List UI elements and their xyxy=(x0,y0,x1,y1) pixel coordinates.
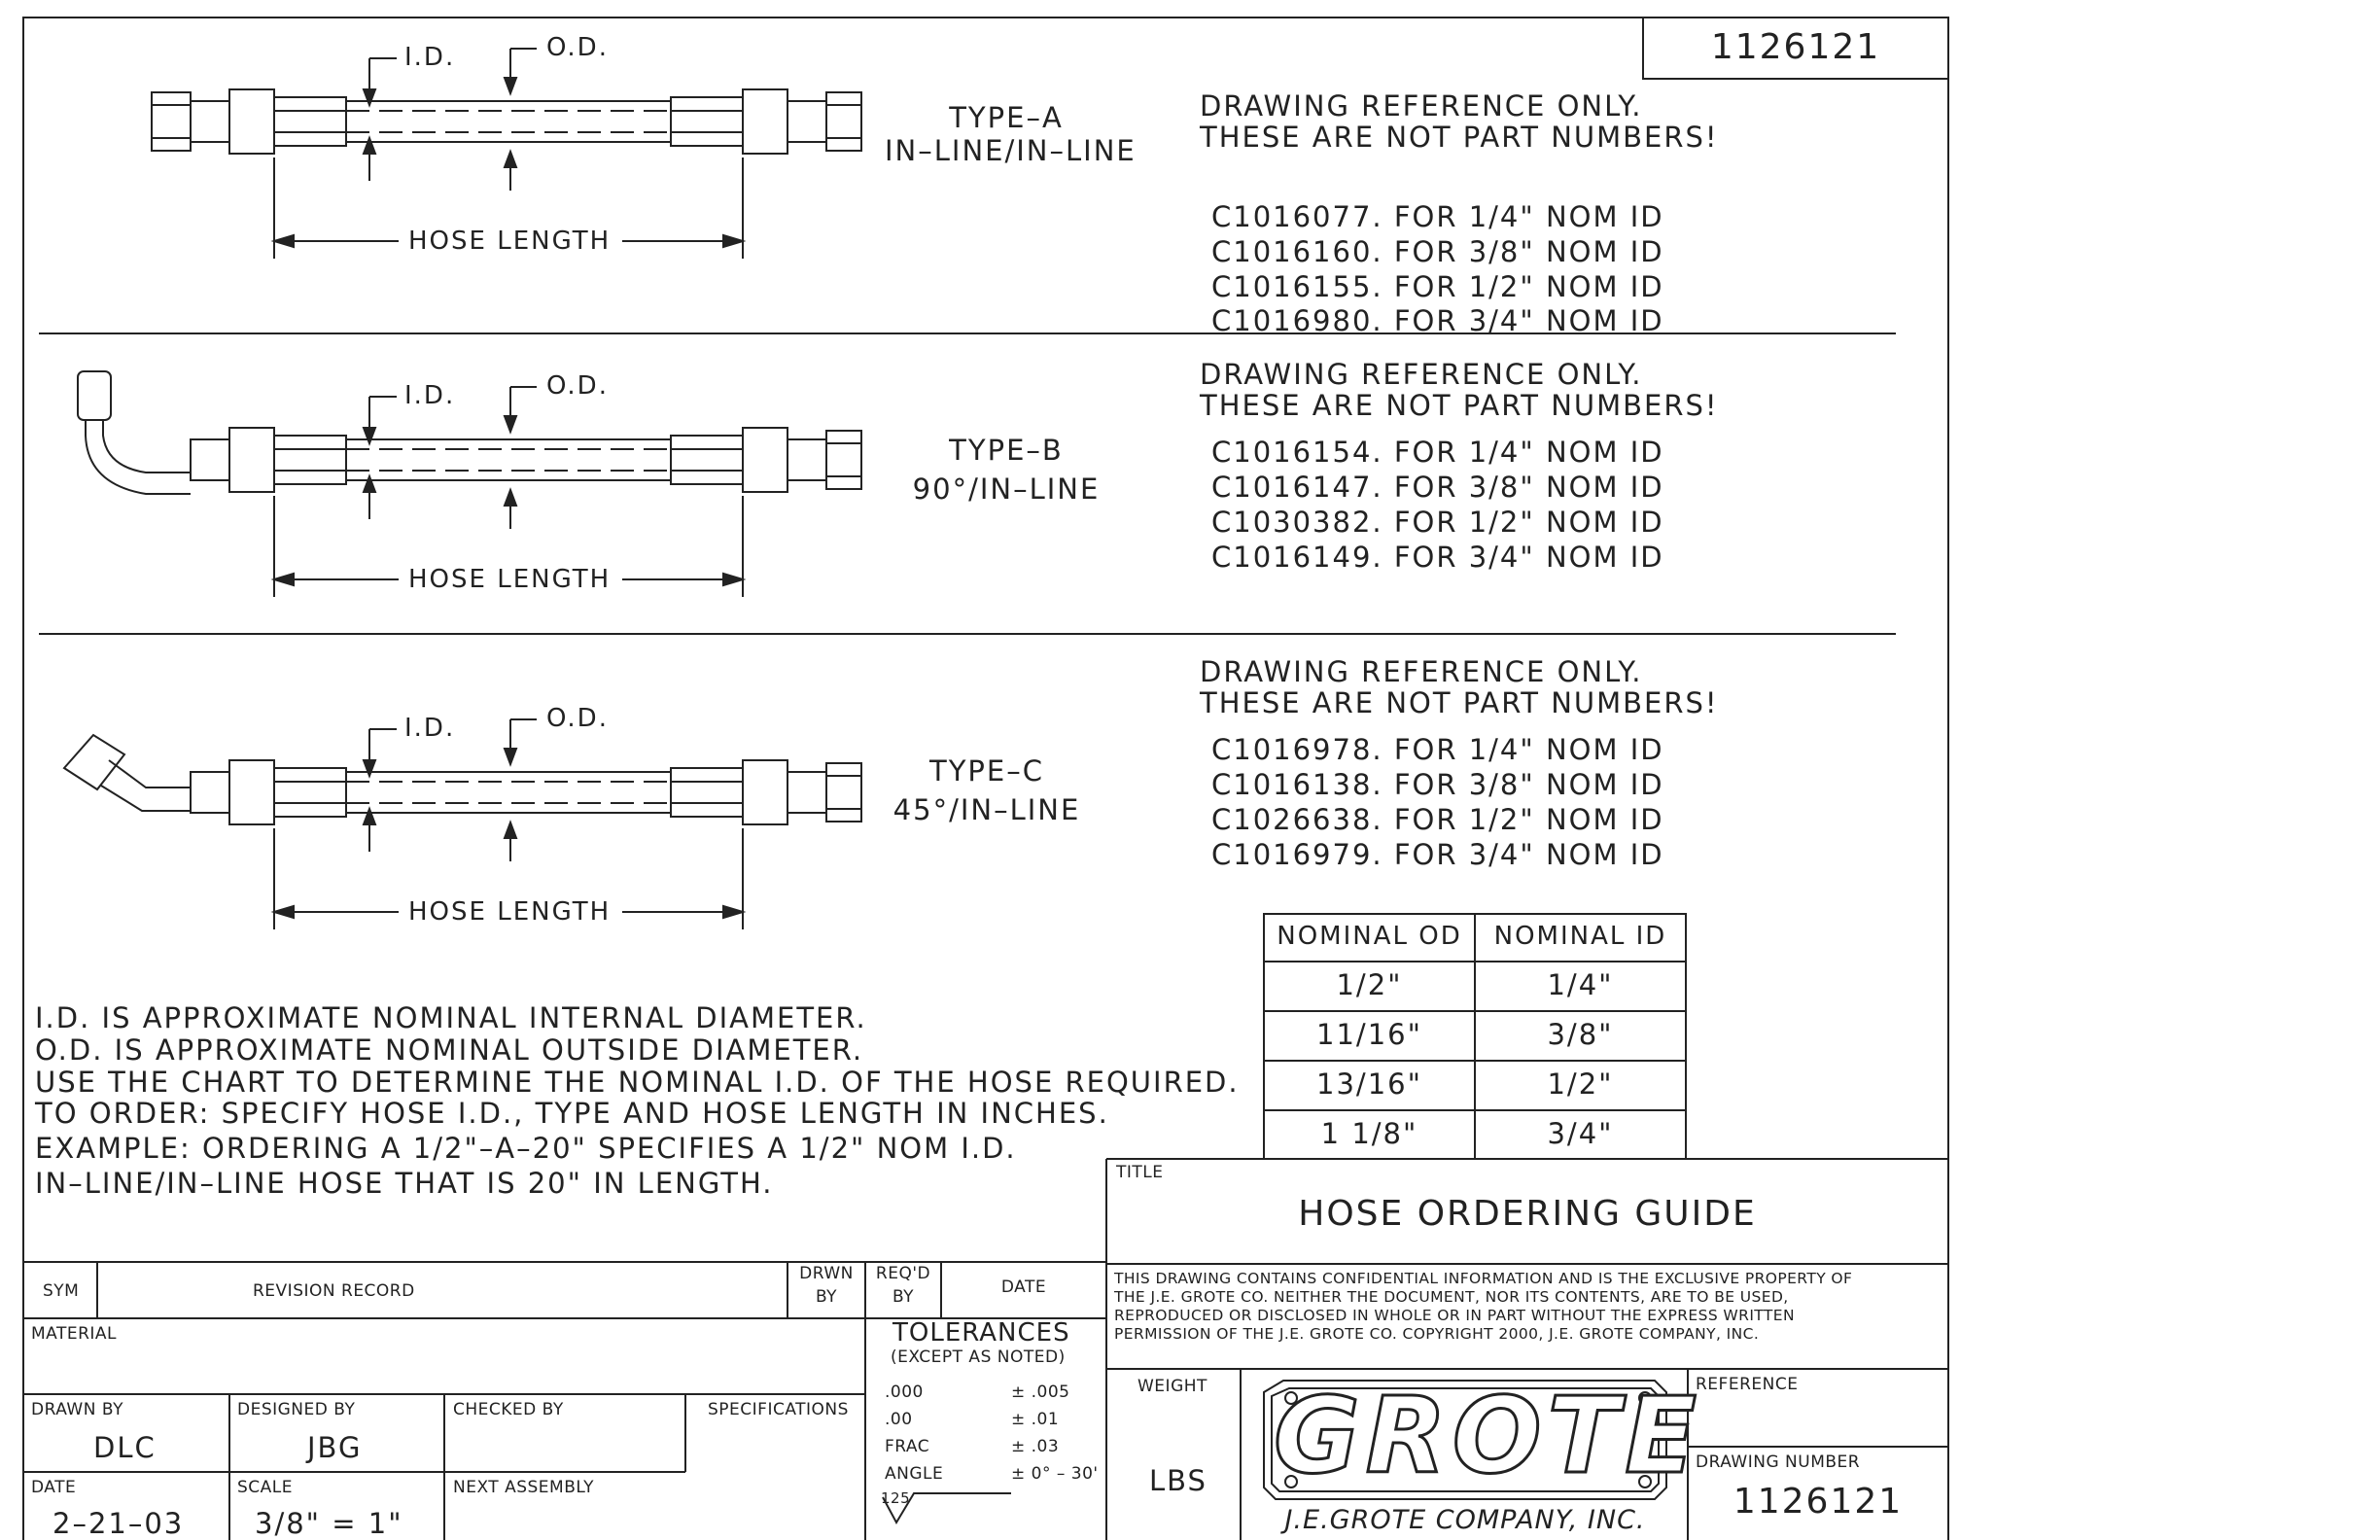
reference-label: REFERENCE xyxy=(1696,1375,1799,1394)
drawing-title: HOSE ORDERING GUIDE xyxy=(1298,1194,1757,1234)
type-b-name: TYPE–B xyxy=(949,434,1064,467)
date-label: DATE xyxy=(31,1478,77,1497)
size-table-cell: 11/16" xyxy=(1316,1018,1422,1051)
scale-label: SCALE xyxy=(237,1478,294,1497)
drawing-number-top: 1126121 xyxy=(1710,27,1881,67)
type-a-desc: IN–LINE/IN–LINE xyxy=(885,134,1137,167)
ref-c-1: C1016978. FOR 1/4" NOM ID xyxy=(1211,733,1664,766)
ref-a-1: C1016077. FOR 1/4" NOM ID xyxy=(1211,200,1664,233)
hose-length-label-c: HOSE LENGTH xyxy=(408,897,612,927)
ref-b-4: C1016149. FOR 3/4" NOM ID xyxy=(1211,541,1664,574)
drawn-by-label: DRAWN BY xyxy=(31,1400,123,1419)
weight-label: WEIGHT xyxy=(1138,1377,1208,1396)
specifications-label: SPECIFICATIONS xyxy=(708,1400,849,1419)
type-a-name: TYPE–A xyxy=(949,101,1064,134)
type-c-name: TYPE–C xyxy=(929,754,1044,788)
tolerance-value: ± .005 xyxy=(1011,1382,1070,1402)
note-a-line1: DRAWING REFERENCE ONLY. xyxy=(1200,89,1643,122)
grote-logo: GROTE xyxy=(1274,1376,1703,1497)
checked-by-label: CHECKED BY xyxy=(453,1400,564,1419)
tolerance-value: ± .01 xyxy=(1011,1410,1060,1429)
tolerance-value: ± 0° – 30' xyxy=(1011,1464,1099,1484)
size-table-cell: 3/8" xyxy=(1547,1018,1614,1051)
ref-c-2: C1016138. FOR 3/8" NOM ID xyxy=(1211,768,1664,801)
weight-unit: LBS xyxy=(1149,1464,1208,1497)
od-label-b: O.D. xyxy=(546,371,609,401)
ref-a-4: C1016980. FOR 3/4" NOM ID xyxy=(1211,304,1664,337)
note-line: TO ORDER: SPECIFY HOSE I.D., TYPE AND HOSE LENGTH IN INCHES. xyxy=(35,1097,1109,1130)
confidential-line: REPRODUCED OR DISCLOSED IN WHOLE OR IN PART WITHOUT THE EXPRESS WRITTEN xyxy=(1114,1307,1795,1324)
size-table-cell: 3/4" xyxy=(1547,1117,1614,1150)
confidential-line: PERMISSION OF THE J.E. GROTE CO. COPYRIGHT 2000, J.E. GROTE COMPANY, INC. xyxy=(1114,1325,1760,1343)
od-label-a: O.D. xyxy=(546,33,609,62)
hose-length-label-a: HOSE LENGTH xyxy=(408,227,612,256)
designed-by-value: JBG xyxy=(307,1431,363,1464)
tolerance-value: ± .03 xyxy=(1011,1437,1060,1456)
rev-drwn-header-2: BY xyxy=(815,1287,838,1307)
note-line: O.D. IS APPROXIMATE NOMINAL OUTSIDE DIAMETER. xyxy=(35,1033,864,1067)
ref-b-3: C1030382. FOR 1/2" NOM ID xyxy=(1211,506,1664,539)
type-b-desc: 90°/IN–LINE xyxy=(912,472,1101,506)
rev-record-header: REVISION RECORD xyxy=(253,1281,415,1301)
rev-sym-header: SYM xyxy=(43,1281,80,1301)
tolerance-key: .000 xyxy=(885,1382,924,1402)
ref-c-3: C1026638. FOR 1/2" NOM ID xyxy=(1211,803,1664,836)
rev-reqd-header: REQ'D xyxy=(875,1264,931,1283)
confidential-line: THIS DRAWING CONTAINS CONFIDENTIAL INFORMATION AND IS THE EXCLUSIVE PROPERTY OF xyxy=(1114,1270,1853,1287)
ref-b-2: C1016147. FOR 3/8" NOM ID xyxy=(1211,471,1664,504)
rev-date-header: DATE xyxy=(1000,1278,1047,1297)
note-line: EXAMPLE: ORDERING A 1/2"–A–20" SPECIFIES A 1/2" NOM I.D. xyxy=(35,1132,1017,1165)
size-table-cell: 1/4" xyxy=(1547,968,1614,1001)
ref-a-3: C1016155. FOR 1/2" NOM ID xyxy=(1211,270,1664,303)
id-label-c: I.D. xyxy=(404,714,456,743)
note-a-line2: THESE ARE NOT PART NUMBERS! xyxy=(1200,121,1719,154)
note-line: IN–LINE/IN–LINE HOSE THAT IS 20" IN LENGTH. xyxy=(35,1167,774,1200)
od-label-c: O.D. xyxy=(546,704,609,733)
size-table-header-od: NOMINAL OD xyxy=(1277,922,1462,951)
company-name: J.E.GROTE COMPANY, INC. xyxy=(1284,1505,1646,1535)
rev-reqd-header-2: BY xyxy=(892,1287,915,1307)
id-label-b: I.D. xyxy=(404,381,456,410)
note-line: USE THE CHART TO DETERMINE THE NOMINAL I.D. OF THE HOSE REQUIRED. xyxy=(35,1066,1240,1099)
ref-b-1: C1016154. FOR 1/4" NOM ID xyxy=(1211,436,1664,469)
confidential-line: THE J.E. GROTE CO. NEITHER THE DOCUMENT, NOR ITS CONTENTS, ARE TO BE USED, xyxy=(1114,1288,1789,1306)
id-label-a: I.D. xyxy=(404,43,456,72)
designed-by-label: DESIGNED BY xyxy=(237,1400,356,1419)
tolerances-subtitle: (EXCEPT AS NOTED) xyxy=(891,1348,1066,1367)
note-line: I.D. IS APPROXIMATE NOMINAL INTERNAL DIAMETER. xyxy=(35,1001,867,1034)
title-label: TITLE xyxy=(1116,1163,1164,1182)
ref-c-4: C1016979. FOR 3/4" NOM ID xyxy=(1211,838,1664,871)
ref-a-2: C1016160. FOR 3/8" NOM ID xyxy=(1211,235,1664,268)
drawing-number: 1126121 xyxy=(1732,1482,1904,1522)
note-c-line1: DRAWING REFERENCE ONLY. xyxy=(1200,655,1643,688)
tolerance-key: FRAC xyxy=(885,1437,930,1456)
tolerance-key: .00 xyxy=(885,1410,913,1429)
tolerance-key: ANGLE xyxy=(885,1464,944,1484)
note-b-line1: DRAWING REFERENCE ONLY. xyxy=(1200,358,1643,391)
size-table-cell: 1/2" xyxy=(1547,1068,1614,1101)
scale-value: 3/8" = 1" xyxy=(255,1507,403,1540)
size-table-header-id: NOMINAL ID xyxy=(1493,922,1667,951)
size-table-cell: 1 1/8" xyxy=(1320,1117,1418,1150)
type-c-desc: 45°/IN–LINE xyxy=(892,793,1081,826)
drawing-number-label: DRAWING NUMBER xyxy=(1696,1452,1861,1472)
note-b-line2: THESE ARE NOT PART NUMBERS! xyxy=(1200,389,1719,422)
surface-finish-value: 125 xyxy=(881,1489,911,1507)
material-label: MATERIAL xyxy=(31,1324,118,1344)
next-assembly-label: NEXT ASSEMBLY xyxy=(453,1478,594,1497)
note-c-line2: THESE ARE NOT PART NUMBERS! xyxy=(1200,686,1719,719)
hose-length-label-b: HOSE LENGTH xyxy=(408,565,612,594)
tolerances-title: TOLERANCES xyxy=(892,1318,1070,1348)
rev-drwn-header: DRWN xyxy=(799,1264,854,1283)
size-table-cell: 13/16" xyxy=(1316,1068,1422,1101)
size-table-cell: 1/2" xyxy=(1336,968,1403,1001)
date-value: 2–21–03 xyxy=(52,1507,185,1540)
drawn-by-value: DLC xyxy=(93,1431,157,1464)
